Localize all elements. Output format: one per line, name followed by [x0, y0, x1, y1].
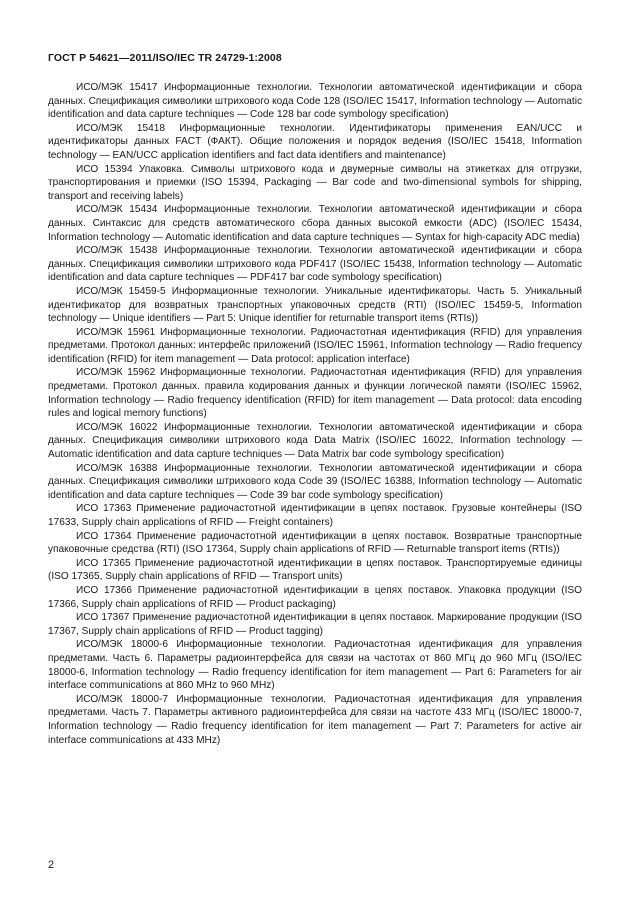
references-list — [48, 81, 582, 747]
reference-item: ИСО 15394 Упаковка. Символы штрихового кода и двумерные символы на этикетках для отгрузки, транспортирования и приемки (ISO 15394, Packaging — Bar code and two-dimensional symbols for shipping, transport and receiving labels) — [48, 163, 582, 202]
reference-item: ИСО 17366 Применение радиочастотной идентификации в цепях поставок. Упаковка продукции (ISO 17366, Supply chain applications of RFID — Product packaging) — [48, 584, 582, 610]
reference-item: ИСО 17364 Применение радиочастотной идентификации в цепях поставок. Возвратные транспортные упаковочные средства (RTI) (ISO 17364, Supply chain applications of RFID — Returnable transport items (RTIs)) — [48, 530, 582, 556]
page-number: 2 — [48, 859, 55, 871]
reference-item: ИСО/МЭК 18000-6 Информационные технологии. Радиочастотная идентификация для управления предметами. Часть 6. Параметры радиоинтерфейса для связи на частотах от 860 МГц до 960 МГц (ISO/IEC 18000-6, Information technology — Radio frequency identification for item management — Part 6: Parameters for air interface communications at 860 MHz to 960 MHz) — [48, 639, 582, 692]
reference-item: ИСО/МЭК 18000-7 Информационные технологии. Радиочастотная идентификация для управления предметами. Часть 7. Параметры активного радиоинтерфейса для связи на частоте 433 МГц (ISO/IEC 18000-7, Information technology — Radio frequency identification for item management — Part 7: Parameters for active air interface communications at 433 MHz) — [48, 693, 582, 746]
reference-item: ИСО/МЭК 15962 Информационные технологии. Радиочастотная идентификация (RFID) для управления предметами. Протокол данных. правила кодирования данных и функции логической памяти (ISO/IEC 15962, Information technology — Radio frequency identification (RFID) for item management — Data protocol: data encoding rules and logical memory functions) — [48, 367, 582, 420]
reference-item: ИСО/МЭК 15438 Информационные технологии. Технологии автоматической идентификации и сбора данных. Спецификация символики штрихового кода PDF417 (ISO/IEC 15438, Information technology — Automatic identification and data capture techniques — PDF417 bar code symbology specification) — [48, 245, 582, 284]
reference-item: ИСО/МЭК 15459-5 Информационные технологии. Уникальные идентификаторы. Часть 5. Уникальный идентификатор для возвратных транспортных упаковочных средств (RTI) (ISO/IEC 15459-5, Information technology — Unique identifiers — Part 5: Unique identifier for returnable transport items (RTIs)) — [48, 285, 582, 325]
reference-item: ИСО/МЭК 16022 Информационные технологии. Технологии автоматической идентификации и сбора данных. Спецификация символики штрихового кода Data Matrix (ISO/IEC 16022, Information technology — Automatic identification and data capture techniques — Data Matrix bar code symbology specification) — [48, 421, 582, 461]
reference-item: ИСО 17363 Применение радиочастотной идентификации в цепях поставок. Грузовые контейнеры (ISO 17633, Supply chain applications of RFID — Freight containers) — [48, 503, 582, 528]
document-header: ГОСТ Р 54621—2011/ISO/IEC TR 24729-1:2008 — [48, 52, 282, 64]
reference-item: ИСО/МЭК 15434 Информационные технологии. Технологии автоматической идентификации и сбора данных. Синтаксис для средств автоматического сбора данных высокой емкости (ADC) (ISO/IEC 15434, Information technology — Automatic identification and data capture techniques — Syntax for high-capacity ADC media) — [48, 204, 582, 243]
reference-item: ИСО/МЭК 16388 Информационные технологии. Технологии автоматической идентификации и сбора данных. Спецификация символики штрихового кода Code 39 (ISO/IEC 16388, Information technology — Automatic identification and data capture techniques — Code 39 bar code symbology specification) — [48, 462, 582, 501]
reference-item: ИСО 17367 Применение радиочастотной идентификации в цепях поставок. Маркирование продукции (ISO 17367, Supply chain applications of RFID — Product tagging) — [48, 612, 582, 637]
reference-item: ИСО/МЭК 15418 Информационные технологии. Идентификаторы применения EAN/UCC и идентификаторы данных FACT (ФАКТ). Общие положения и порядок ведения (ISO/IEC 15418, Information technology — EAN/UCC application identifiers and fact data identifiers and maintenance) — [48, 122, 582, 161]
reference-item: ИСО/МЭК 15417 Информационные технологии. Технологии автоматической идентификации и сбора данных. Спецификация символики штрихового кода Code 128 (ISO/IEC 15417, Information technology — Automatic identification and data capture techniques — Code 128 bar code symbology specification) — [48, 82, 582, 121]
reference-item: ИСО 17365 Применение радиочастотной идентификации в цепях поставок. Транспортируемые единицы (ISO 17365, Supply chain applications of RFID — Transport units) — [48, 557, 582, 583]
reference-item: ИСО/МЭК 15961 Информационные технологии. Радиочастотная идентификация (RFID) для управления предметами. Протокол данных: интерфейс приложений (ISO/IEC 15961, Information technology — Radio frequency identification (RFID) for item management — Data protocol: application interface) — [48, 326, 582, 365]
